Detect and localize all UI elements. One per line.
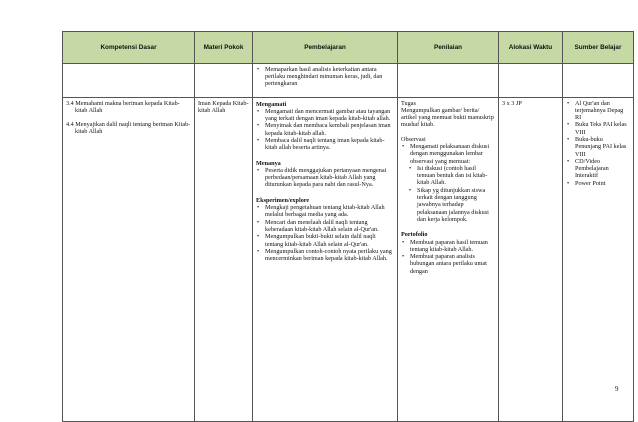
cont-alokasi-cell xyxy=(499,64,563,98)
menanya-heading: Menanya xyxy=(256,159,281,167)
cont-materi-cell xyxy=(195,64,253,98)
observasi-heading: Observasi xyxy=(401,135,426,143)
list-item: • Buku-buku Penunjang PAI kelas VIII xyxy=(566,136,630,158)
list-item: • Mengumpulkan contoh-contoh nyata perilaku yang mencerminkan beriman kepada kitab-kitab Allah. xyxy=(256,248,394,263)
list-item: • Peserta didik menggajukan pertanyaan mengenai perbedaan/persamaan kitab-kitab Allah yang diturunkan kepada para nabi dan rasul-Nya. xyxy=(256,167,394,189)
header-penilaian: Penilaian xyxy=(398,32,499,64)
continuation-row xyxy=(63,64,634,98)
list-item: • Sikap yg ditunjukkan siswa terkait dengan tanggung jawabnya terhadap pelaksanaan jalannya diskusi dan kerja kelompok. xyxy=(401,187,495,223)
header-materi-pokok: Materi Pokok xyxy=(195,32,253,64)
kompetensi-dasar-cell xyxy=(63,98,195,422)
list-item: • Mengumpulkan bukti-bukti selain dalil naqli tentang kitab-kitab Allah selain al-Qur'an. xyxy=(256,233,394,248)
eksperimen-list xyxy=(256,204,394,262)
sumber-list xyxy=(566,100,630,188)
list-item: • Membuat paparan analisis hubungan antara perilaku umat dengan xyxy=(401,253,495,275)
list-item: • Power Point xyxy=(566,180,630,187)
header-sumber-belajar: Sumber Belajar xyxy=(563,32,634,64)
table-row xyxy=(63,98,634,422)
list-item: • Membaca dalil naqli tentang iman kepada kitab-kitab allah beserta artinya. xyxy=(256,137,394,152)
alokasi-waktu-cell: 3 x 3 JP xyxy=(499,98,563,422)
menanya-list xyxy=(256,167,394,189)
list-item: • Mengkaji pengetahuan tentang kitab-kitab Allah melalui berbagai media yang ada. xyxy=(256,204,394,219)
list-item: • Menyimak dan membaca kembali penjelasan iman kepada kitab-kitab allah. xyxy=(256,122,394,137)
cont-kompetensi-cell xyxy=(63,64,195,98)
list-item: • Isi diskusi (contoh hasil temuan bentuk dan isi kitab-kitab Allah. xyxy=(401,165,495,187)
eksperimen-heading: Eksperimen/explore xyxy=(256,196,310,204)
header-alokasi-waktu: Alokasi Waktu xyxy=(499,32,563,64)
list-item: • Mencari dan menelaah dalil naqli tentang keberadaan kitab-kitab Allah selain al-Qur'an. xyxy=(256,219,394,234)
kd-item-4-4: 4.4 Menyajikan dalil naqli tentang beriman Kitab-kitab Allah xyxy=(66,121,191,136)
list-item: • CD/Video Pembelajaran Interaktif xyxy=(566,158,630,180)
portofolio-list xyxy=(401,239,495,275)
tugas-heading: Tugas xyxy=(401,99,416,107)
list-item: • Al Qur'an dan terjemahnya Depag RI xyxy=(566,100,630,122)
table-header-row xyxy=(63,32,634,64)
list-item: • Mengamati dan mencermati gambar atau tayangan yang terkait dengan iman kepada kitab-kitab allah. xyxy=(256,108,394,123)
cont-pembelajaran-cell xyxy=(253,64,398,98)
header-pembelajaran: Pembelajaran xyxy=(253,32,398,64)
pembelajaran-cell xyxy=(253,98,398,422)
curriculum-table xyxy=(62,31,634,422)
kd-item-3-4: 3.4 Memahami makna beriman kepada Kitab-kitab Allah xyxy=(66,99,180,114)
penilaian-cell xyxy=(398,98,499,422)
mengamati-list xyxy=(256,108,394,152)
list-item: • Membuat paparan hasil temuan tentang kitab-kitab Allah. xyxy=(401,239,495,254)
list-item: • Memaparkan hasil analisis keterkaitan antara perilaku menghindari minuman keras, judi, dan pertengkaran xyxy=(256,66,394,88)
sumber-belajar-cell xyxy=(563,98,634,422)
materi-pokok-cell: Iman Kepada Kitab-kitab Allah xyxy=(195,98,253,422)
cont-sumber-cell xyxy=(563,64,634,98)
observasi-list xyxy=(401,143,495,223)
header-kompetensi-dasar: Kompetensi Dasar xyxy=(63,32,195,64)
list-item: • Mengamati pelaksanaan diskusi dengan menggunakan lembar observasi yang memuat: xyxy=(401,143,495,165)
cont-penilaian-cell xyxy=(398,64,499,98)
tugas-text: Mengumpulkan gambar/ berita/ artikel yang memuat bukti manuskrip mushaf kitab. xyxy=(401,106,494,129)
list-item: • Buku Teks PAI kelas VIII xyxy=(566,121,630,136)
page-number: 9 xyxy=(615,385,619,393)
portofolio-heading: Portofolio xyxy=(401,231,428,239)
mengamati-heading: Mengamati xyxy=(256,100,287,108)
